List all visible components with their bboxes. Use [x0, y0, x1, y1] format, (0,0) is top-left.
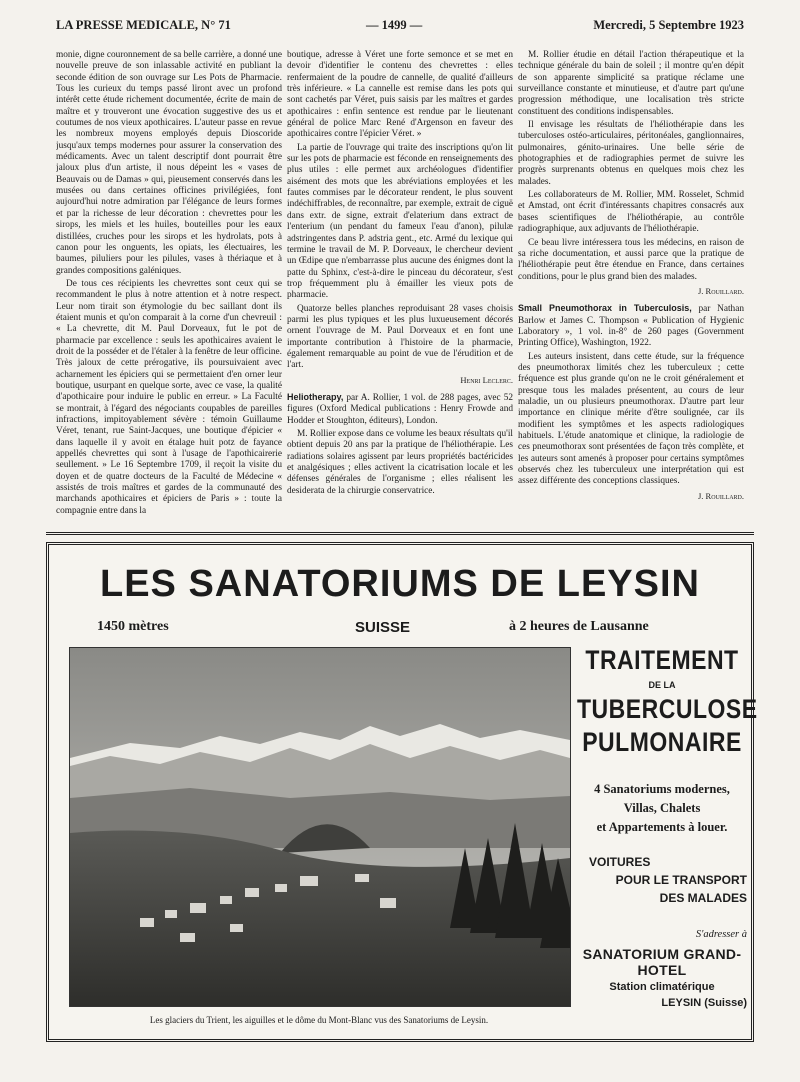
review-signature: Henri Leclerc.	[460, 374, 513, 385]
page-number: — 1499 —	[366, 18, 423, 32]
column-3	[518, 50, 744, 520]
landscape-illustration	[70, 648, 570, 1006]
issue-date: Mercredi, 5 Septembre 1923	[593, 18, 744, 32]
treatment-tuberculose: TUBERCULOSE	[577, 693, 758, 724]
article-paragraph: Il envisage les résultats de l'héliothérapie dans les tuberculoses ostéo-articulaires, péritonéales, ganglionnaires, pulmonaires, génito-urinaires. Une belle série de photographies et de radiographies permet de suivre les progrès surprenants obtenus en quelques mois chez les malades.	[518, 120, 744, 187]
sanatorium-advertisement	[46, 542, 758, 1042]
transport-line: POUR LE TRANSPORT	[615, 873, 747, 887]
column-1	[56, 50, 282, 520]
book-title: Heliotherapy,	[287, 391, 344, 402]
review-signature: J. Rouillard.	[697, 285, 744, 296]
treatment-de-la: DE LA	[648, 680, 676, 690]
ad-transport	[577, 853, 747, 907]
article-paragraph: monie, digne couronnement de sa belle carrière, a donné une nouvelle preuve de son inlassable activité en publiant la seconde édition de son ouvrage sur Les Pots de Pharmacie. Tous les curieux du temps passé liront avec un profond intérêt cette étude richement documentée, écrite de main de maître et y trouveront une évocation suggestive des us et coutumes de nos vieux apothicaires. L'auteur passe en revue les nombreux moyens employés depuis Dioscoride jusqu'aux temps modernes pour assurer la conservation des médicaments. Avec un talent descriptif dont pourrait être jaloux plus d'un artiste, il nous dépeint les « vases de Beauvais ou de Damas » qui, pieusement conservés dans les musées ou dans certaines officines privilégiées, font aujourd'hui notre admiration par l'élégance de leurs formes et par la richesse de leur décoration : chevrettes pour les sirops, les miels et les huiles, bouteilles pour les eaux distillées, cruches pour les sirops et les hydrolats, pots à canon pour les onguents, les opiats, les électuaires, les baumes, piluliers pour les pilules, vases à thériaque et à grandes compositions galéniques.	[56, 50, 282, 276]
address-intro: S'adresser à	[695, 929, 747, 940]
column-2	[287, 50, 513, 520]
address-town: LEYSIN (Suisse)	[661, 997, 747, 1009]
review-signature: J. Rouillard.	[697, 490, 744, 501]
article-paragraph: De tous ces récipients les chevrettes sont ceux qui se recommandent le plus à notre attention et à notre respect. Leur nom tirait son étymologie du bec saillant dont ils étaient munis et qu'on comparait à la corne d'un chevreuil : « La chevrette, dit M. Paul Dorveaux, fut le pot de pharmacie par excellence : seuls les apothicaires avaient le droit de la posséder et de l'étaler à la fenêtre de leur officine. Très jaloux de cette prérogative, ils poursuivaient avec acharnement les épiciers qui se permettaient d'en orner leur boutique, usurpant en quelque sorte, avec ce vase, la qualité d'apothicaire pour induire le public en erreur. » La Faculté se montrait, à l'égard des négociants coupables de pareilles infractions, impitoyablement sévère : témoin Guillaume Véret, tenant, rue Saint-Jacques, une boutique d'épicier « dans laquelle il y avoit en étalage huit potz de fayance appellés chevrettes qui sont à l'usage de l'apothicairerie seullement. » Le 16 Septembre 1709, il reçoit la visite du doyen et de quatre docteurs de la Faculté de Médecine « assistés de trois maîtres et gardes de la communauté des marchands apothicaires et épiciers de Paris » : toute la compagnie entre dans la	[56, 278, 282, 516]
journal-title: LA PRESSE MEDICALE, N° 71	[56, 18, 231, 32]
ad-right-panel	[577, 644, 758, 1009]
book-entry	[518, 303, 744, 349]
book-details: par Nathan Barlow et James C. Thompson « Publication of Hygienic Laboratory », 1 vol. in-8° de 260 pages (Government Printing Office), Washington, 1922.	[518, 304, 744, 349]
treatment-pulmonaire: PULMONAIRE	[582, 726, 742, 757]
article-paragraph: boutique, adresse à Véret une forte semonce et se met en devoir d'identifier le contenu des chevrettes : elles renfermaient de la poudre de cannelle, de qualité d'ailleurs très inférieure. « La cannelle est remise dans les pots qui sont cachetés par Véret, puis saisis par les maîtres et gardes apothicaires : enfin sentence est rendue par le lieutenant général de police Marc René d'Argenson en faveur des apothicaires contre l'épicier Véret. »	[287, 50, 513, 140]
mountain-landscape-photo	[69, 647, 571, 1007]
article-paragraph: Quatorze belles planches reproduisant 28 vases choisis parmi les plus typiques et les plus luxueusement décorés ornent l'ouvrage de M. Paul Dorveaux et en font une importante contribution à l'histoire de la pharmacie, également remarquable au point de vue de l'érudition et de l'art.	[287, 303, 513, 371]
page-header	[56, 18, 744, 38]
ad-country: SUISSE	[355, 619, 411, 636]
ad-features	[577, 780, 747, 837]
book-details: par A. Rollier, 1 vol. de 288 pages, avec 52 figures (Oxford Medical publications : Henry Frowde and Hodder et Stoughton, éditeurs), London.	[287, 392, 513, 426]
photo-caption: Les glaciers du Trient, les aiguilles et le dôme du Mont-Blanc vus des Sanatoriums de Leysin.	[149, 1015, 489, 1025]
article-paragraph: Les collaborateurs de M. Rollier, MM. Rosselet, Schmid et Amstad, ont écrit d'intéressants chapitres consacrés aux bases scientifiques de l'héliothérapie, au contrôle radiographique, aux adjuvants de l'héliothérapie.	[518, 190, 744, 235]
address-station: Station climatérique	[609, 981, 715, 993]
article-paragraph: La partie de l'ouvrage qui traite des inscriptions qu'on lit sur les pots de pharmacie est féconde en renseignements des plus utiles : elle permet aux archéologues d'identifier aisément des mots que les abréviations employées et les fautes commises par le décorateur rendent, le plus souvent indéchiffrables, de reconnaître, par exemple, extrait de ciguë dans extr. de signe, extrait d'elaterium dans extract de l'enterium (un pendant du fameux l'eau d'anon), pilulæ adstringentes dans P. adstria gent., etc. Armé du lexique qui termine le travail de M. P. Dorveaux, le chercheur devient un Œdipe que n'embarrasse plus aucune des énigmes dont la patte du Sphinx, c'est-à-dire le pinceau du décorateur, s'est trop fréquemment plu à émailler les vieux pots de pharmacie.	[287, 142, 513, 301]
ad-separator-rule	[46, 532, 754, 538]
article-paragraph: Ce beau livre intéressera tous les médecins, en raison de sa riche documentation, et aussi parce que la pratique de l'héliothérapie peut être étendue en France, dans certaines conditions, pour le plus grand bien des malades.	[518, 237, 744, 282]
article-paragraph: M. Rollier étudie en détail l'action thérapeutique et la technique générale du bain de soleil ; il montre qu'en dépit de son apparente simplicité sa pratique réclame une surveillance constante et minutieuse, et d'autre part qu'une progression méthodique, une localisation très stricte constituent des conditions indispensables.	[518, 50, 744, 117]
book-title: Small Pneumothorax in Tuberculosis,	[518, 303, 692, 314]
article-paragraph: Les auteurs insistent, dans cette étude, sur la fréquence des pneumothorax limités chez les tuberculeux ; cette fréquence est plus grande qu'on ne le croit généralement et presque tous les malades présentent, au cours de leur maladie, un ou plusieurs pneumothorax. D'autre part leur importance en clinique mérite d'être soulignée, car ils modifient les symptômes et les aspects radiologiques habituels. L'étude anatomique et clinique, la radiologie de ces pneumothorax sont présentées de façon très complète, et les auteurs sont amenés à proposer pour certains symptômes observés chez les tuberculeux une interprétation qui est assez différente des conceptions classiques.	[518, 351, 744, 487]
treatment-heading: TRAITEMENT	[585, 644, 739, 675]
transport-line: VOITURES	[589, 855, 651, 869]
article-paragraph: M. Rollier expose dans ce volume les beaux résultats qu'il obtient depuis 20 ans par la pratique de l'héliothérapie. Les radiations solaires agissent par leurs propriétés bactéricides et analgésiques ; elles activent la cicatrisation locale et les défenses générales de l'organisme ; elles réalisent les desiderata de la chirurgie conservatrice.	[287, 429, 513, 496]
feature-line: Villas, Chalets	[623, 801, 701, 815]
feature-line: et Appartements à louer.	[596, 820, 728, 834]
transport-line: DES MALADES	[659, 891, 747, 905]
ad-title: LES SANATORIUMS DE LEYSIN	[100, 563, 700, 605]
ad-distance: à 2 heures de Lausanne	[509, 619, 649, 634]
book-entry	[287, 392, 513, 427]
address-name: SANATORIUM GRAND-HOTEL	[582, 946, 742, 978]
ad-altitude: 1450 mètres	[97, 619, 169, 634]
feature-line: 4 Sanatoriums modernes,	[594, 782, 730, 796]
